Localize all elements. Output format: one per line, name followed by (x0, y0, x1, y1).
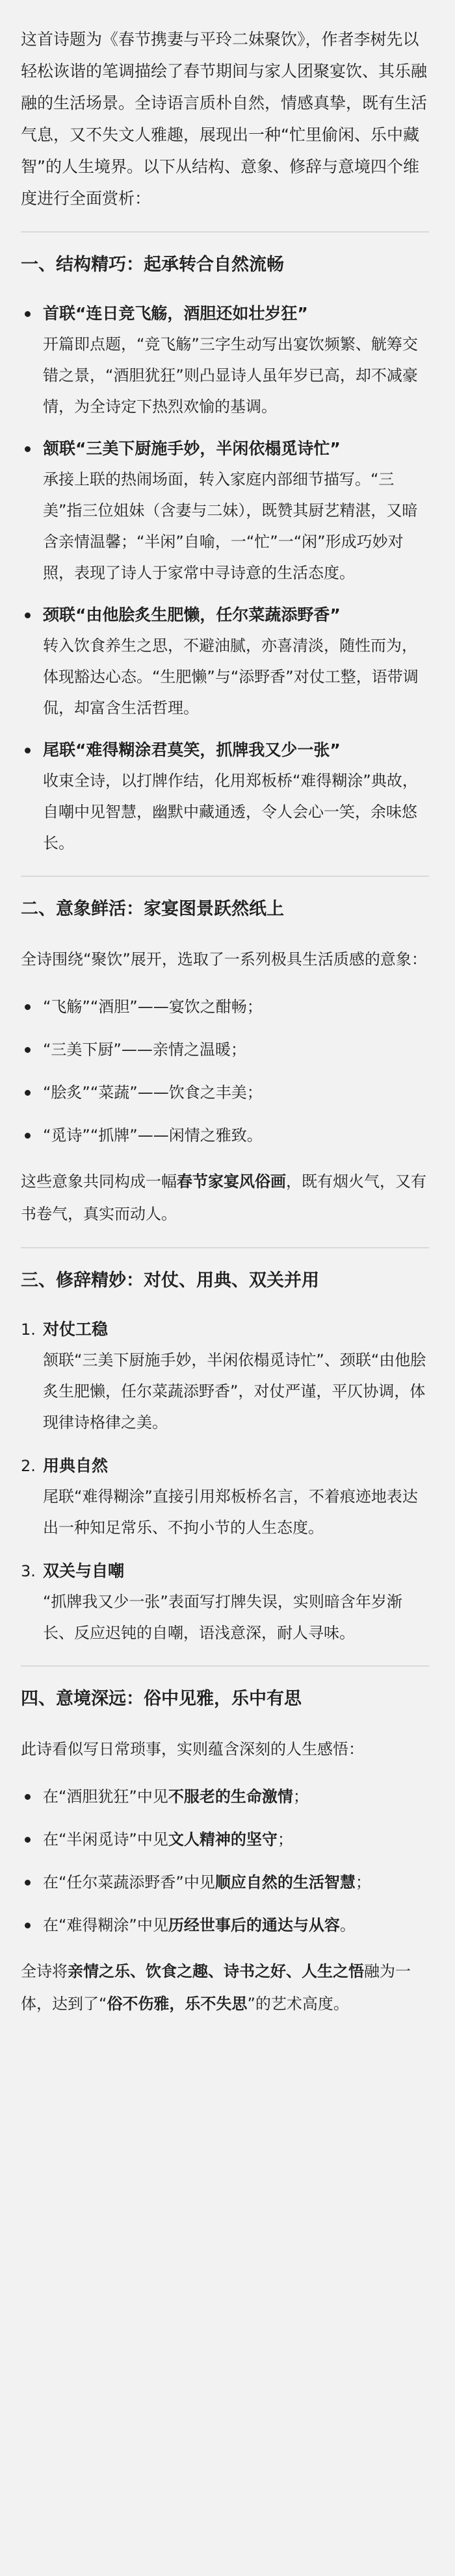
item-heading: 尾联“难得糊涂君莫笑，抓牌我又少一张” (43, 740, 341, 759)
list-item (21, 1910, 429, 1941)
section-title: 二、意象鲜活：家宴图景跃然纸上 (21, 899, 284, 919)
section-artistic-conception (21, 1685, 429, 2020)
closing-paragraph (21, 1955, 429, 2020)
section-rhetoric (21, 1267, 429, 1648)
list-item (21, 1451, 429, 1543)
list-text: 在“酒胆犹狂”中见 (43, 1787, 168, 1806)
item-number: 3. (21, 1562, 36, 1580)
item-body: 颔联“三美下厨施手妙，半闲依榻觅诗忙”、颈联“由他脍炙生肥懒，任尔菜蔬添野香”，对仗严谨，平仄协调，体现律诗格律之美。 (43, 1351, 426, 1432)
list-item (21, 299, 429, 422)
section-lead: 此诗看似写日常琐事，实则蕴含深刻的人生感悟： (21, 1740, 364, 1758)
closing-text: 融为一体，达到了“ (21, 1962, 411, 2013)
section-title: 三、修辞精妙：对仗、用典、双关并用 (21, 1270, 319, 1291)
list-text: ； (355, 1873, 371, 1891)
item-number: 1. (21, 1320, 36, 1339)
list-item: “脍炙”“菜蔬”——饮食之丰美； (21, 1077, 429, 1108)
couplet-list (21, 299, 429, 859)
item-body: 收束全诗，以打牌作结，化用郑板桥“难得糊涂”典故，自嘲中见智慧，幽默中藏通透，令人会心一笑，余味悠长。 (43, 772, 418, 852)
list-emphasis: 顺应自然的生活智慧 (214, 1873, 356, 1891)
closing-emphasis: 亲情之乐、饮食之趣、诗书之好、人生之悟 (68, 1962, 364, 1980)
section-summary (21, 1165, 429, 1230)
summary-text: ，既有烟火气，又有书卷气，真实而动人。 (21, 1172, 426, 1223)
item-body: 尾联“难得糊涂”直接引用郑板桥名言，不着痕迹地表达出一种知足常乐、不拘小节的人生态度。 (43, 1487, 418, 1537)
section-divider (21, 1665, 429, 1667)
section-lead: 全诗围绕“聚饮”展开，选取了一系列极具生活质感的意象： (21, 950, 427, 968)
list-text: ； (292, 1787, 309, 1806)
section-divider (21, 1247, 429, 1248)
section-divider (21, 876, 429, 877)
item-body: “抓牌我又少一张”表面写打牌失误，实则暗含年岁渐长、反应迟钝的自嘲，语浅意深，耐人寻味。 (43, 1593, 402, 1642)
list-item (21, 434, 429, 588)
item-body: 转入饮食养生之思，不避油腻，亦喜清淡，随性而为，体现豁达心态。“生肥懒”与“添野香”对仗工整，语带调侃，却富含生活哲理。 (43, 637, 419, 717)
imagery-list (21, 991, 429, 1151)
list-item (21, 1781, 429, 1812)
list-item (21, 600, 429, 724)
list-text: 在“半闲觅诗”中见 (43, 1830, 168, 1849)
list-item (21, 1824, 429, 1855)
list-item (21, 1556, 429, 1648)
section-structure (21, 251, 429, 859)
item-body: 承接上联的热闹场面，转入家庭内部细节描写。“三美”指三位姐妹（含妻与二妹），既赞其厨艺精湛，又暗含亲情温馨；“半闲”自喻，一“忙”一“闲”形成巧妙对照，表现了诗人于家常中寻诗意的生活态度。 (43, 470, 418, 582)
closing-text: 全诗将 (21, 1962, 68, 1980)
list-item: “飞觞”“酒胆”——宴饮之酣畅； (21, 991, 429, 1022)
list-item (21, 735, 429, 859)
item-heading: 用典自然 (43, 1456, 109, 1475)
list-text: 在“难得糊涂”中见 (43, 1916, 168, 1934)
item-number: 2. (21, 1457, 36, 1475)
list-text: ； (277, 1830, 293, 1849)
item-heading: 双关与自嘲 (43, 1561, 125, 1580)
item-body: 开篇即点题，“竞飞觞”三字生动写出宴饮频繁、觥筹交错之景，“酒胆犹狂”则凸显诗人虽年岁已高，却不减豪情，为全诗定下热烈欢愉的基调。 (43, 335, 418, 416)
item-heading: 颈联“由他脍炙生肥懒，任尔菜蔬添野香” (43, 605, 341, 624)
rhetoric-list (21, 1315, 429, 1648)
list-text: 在“任尔菜蔬添野香”中见 (43, 1873, 215, 1891)
list-item: “觅诗”“抓牌”——闲情之雅致。 (21, 1120, 429, 1151)
item-heading: 颔联“三美下厨施手妙，半闲依榻觅诗忙” (43, 439, 341, 458)
list-emphasis: 历经世事后的通达与从容 (168, 1916, 340, 1934)
section-divider (21, 231, 429, 233)
section-imagery (21, 895, 429, 1230)
list-emphasis: 不服老的生命激情 (168, 1787, 293, 1806)
closing-text: ”的艺术高度。 (247, 1995, 349, 2013)
list-item (21, 1315, 429, 1438)
insight-list (21, 1781, 429, 1941)
item-heading: 对仗工稳 (43, 1320, 109, 1339)
list-emphasis: 文人精神的坚守 (168, 1830, 278, 1849)
summary-emphasis: 春节家宴风俗画 (177, 1172, 286, 1191)
summary-text: 这些意象共同构成一幅 (21, 1172, 177, 1191)
section-title: 四、意境深远：俗中见雅，乐中有思 (21, 1689, 302, 1709)
list-item (21, 1867, 429, 1898)
intro-paragraph: 这首诗题为《春节携妻与平玲二妹聚饮》，作者李树先以轻松诙谐的笔调描绘了春节期间与家人团聚宴饮、其乐融融的生活场景。全诗语言质朴自然，情感真挚，既有生活气息，又不失文人雅趣，展现出一种“忙里偷闲、乐中藏智”的人生境界。以下从结构、意象、修辞与意境四个维度进行全面赏析： (21, 30, 428, 208)
item-heading: 首联“连日竞飞觞，酒胆还如壮岁狂” (43, 304, 308, 323)
list-text: 。 (339, 1916, 356, 1934)
list-item: “三美下厨”——亲情之温暖； (21, 1034, 429, 1065)
closing-emphasis: 俗不伤雅，乐不失思 (107, 1995, 248, 2013)
section-title: 一、结构精巧：起承转合自然流畅 (21, 255, 284, 275)
